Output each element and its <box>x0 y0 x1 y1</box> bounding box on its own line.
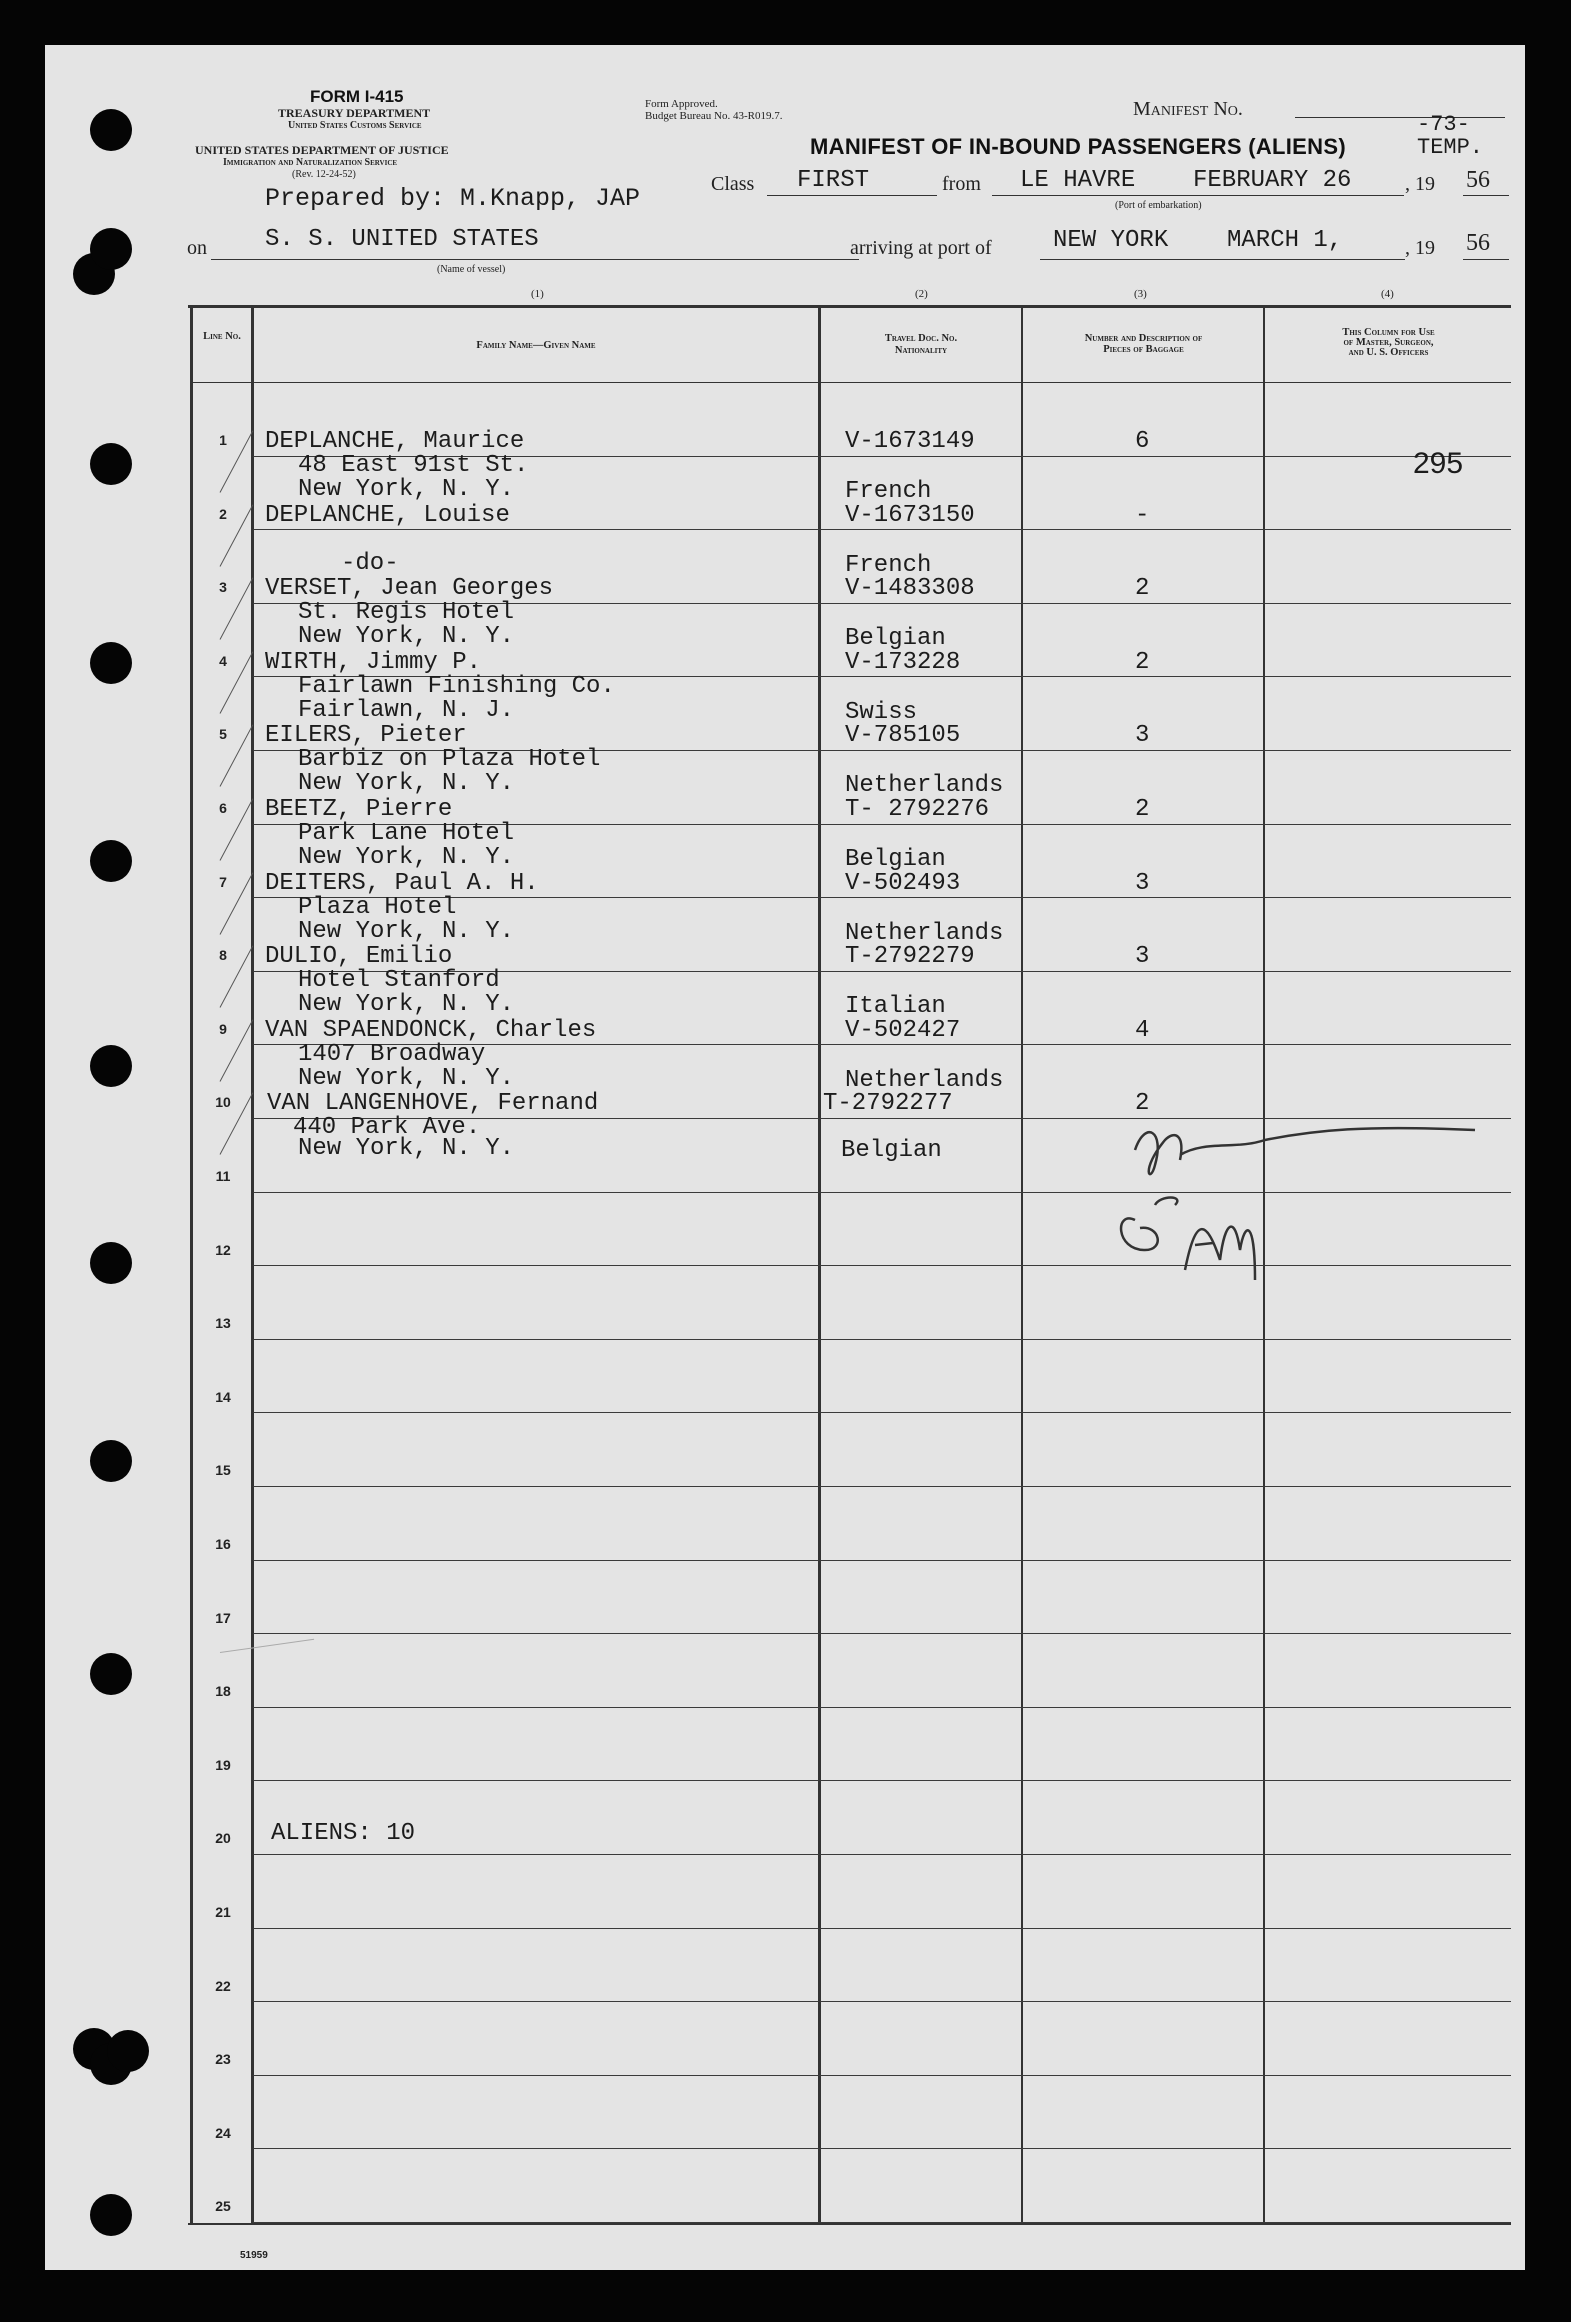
passenger-name: DEPLANCHE, Louise <box>265 502 510 529</box>
punch-hole <box>90 443 132 485</box>
line-number: 11 <box>215 1168 231 1184</box>
row-line <box>253 2075 1511 2076</box>
row-line <box>253 1412 1511 1413</box>
travel-doc-number: T-2792279 <box>845 943 975 970</box>
form-title: MANIFEST OF IN-BOUND PASSENGERS (ALIENS) <box>810 134 1346 159</box>
header-officers-2: of Master, Surgeon, <box>1343 337 1434 348</box>
header-line-no: Line No. <box>203 331 241 342</box>
row-line <box>253 1633 1511 1634</box>
row-line <box>253 1560 1511 1561</box>
nationality: Netherlands <box>845 772 1004 799</box>
line-number: 2 <box>219 506 227 522</box>
punch-hole <box>90 1653 132 1695</box>
col-divider-doc <box>1021 305 1023 2223</box>
travel-doc-number: V-502427 <box>845 1017 961 1044</box>
form-revision: (Rev. 12-24-52) <box>292 169 356 180</box>
form-approved: Form Approved. <box>645 98 718 110</box>
class-value: FIRST <box>797 167 870 194</box>
from-label: from <box>942 173 981 195</box>
nationality: Swiss <box>845 699 918 726</box>
dept-customs: United States Customs Service <box>288 120 422 131</box>
row-line <box>253 1854 1511 1855</box>
nationality: Belgian <box>845 846 946 873</box>
col1-number: (1) <box>531 288 544 300</box>
passenger-address-1: 1407 Broadway <box>298 1041 486 1068</box>
travel-doc-number: T- 2792276 <box>845 796 990 823</box>
line-number: 1 <box>219 432 227 448</box>
row-line <box>253 529 1511 530</box>
passenger-name: VAN LANGENHOVE, Fernand <box>267 1090 599 1117</box>
passenger-address-2: New York, N. Y. <box>298 1065 515 1092</box>
budget-bureau: Budget Bureau No. 43-R019.7. <box>645 110 783 122</box>
passenger-address-2: -do- <box>341 550 399 577</box>
passenger-address-1: St. Regis Hotel <box>298 599 515 626</box>
passenger-address-1: Fairlawn Finishing Co. <box>298 673 615 700</box>
from-date: FEBRUARY 26 <box>1193 167 1352 194</box>
nationality: Belgian <box>845 625 946 652</box>
row-line <box>253 1486 1511 1487</box>
passenger-address-2: New York, N. Y. <box>298 918 515 945</box>
line-number: 17 <box>215 1610 231 1626</box>
punch-hole <box>90 109 132 151</box>
line-number: 3 <box>219 579 227 595</box>
header-family-name: Family Name—Given Name <box>476 340 596 351</box>
handwritten-initials <box>1085 1110 1485 1350</box>
line-number: 15 <box>215 1462 231 1478</box>
col4-number: (4) <box>1381 288 1394 300</box>
travel-doc-number: V-1483308 <box>845 575 975 602</box>
aliens-total: ALIENS: 10 <box>271 1820 416 1847</box>
line-number: 9 <box>219 1021 227 1037</box>
table-top-border <box>188 305 1511 308</box>
line-number: 22 <box>215 1978 231 1994</box>
line-number: 20 <box>215 1830 231 1846</box>
passenger-address-2: New York, N. Y. <box>298 844 515 871</box>
vessel-name: S. S. UNITED STATES <box>265 226 539 253</box>
arriving-label: arriving at port of <box>850 237 992 259</box>
baggage-count: 6 <box>1135 428 1150 455</box>
passenger-address-1: Barbiz on Plaza Hotel <box>298 746 601 773</box>
passenger-name: DEPLANCHE, Maurice <box>265 428 525 455</box>
line-number: 13 <box>215 1315 231 1331</box>
col-divider-line-no <box>251 305 254 2223</box>
line-number: 4 <box>219 653 227 669</box>
line-number: 18 <box>215 1683 231 1699</box>
passenger-name: DEITERS, Paul A. H. <box>265 870 539 897</box>
arrival-year-prefix: , 19 <box>1405 237 1435 259</box>
header-travel-doc: Travel Doc. No. <box>884 333 958 344</box>
punch-hole <box>90 1045 132 1087</box>
arrival-port: NEW YORK <box>1053 227 1169 254</box>
baggage-count: 3 <box>1135 870 1150 897</box>
handwritten-time-text <box>1095 1235 1098 1236</box>
passenger-name: VERSET, Jean Georges <box>265 575 554 602</box>
nationality: Belgian <box>841 1137 942 1164</box>
punch-hole <box>90 2194 132 2236</box>
header-divider <box>190 382 1511 383</box>
line-number: 19 <box>215 1757 231 1773</box>
line-number: 25 <box>215 2198 231 2214</box>
passenger-address-1: Hotel Stanford <box>298 967 500 994</box>
manifest-sheet <box>45 45 1525 2270</box>
port-of-embarkation-caption: (Port of embarkation) <box>1115 200 1202 211</box>
punch-hole <box>90 228 132 270</box>
arrival-date: MARCH 1, <box>1227 227 1343 254</box>
travel-doc-number: V-1673150 <box>845 502 975 529</box>
passenger-address-2: New York, N. Y. <box>298 991 515 1018</box>
nationality: French <box>845 552 932 579</box>
header-officers-1: This Column for Use <box>1342 327 1435 338</box>
row-line <box>253 1780 1511 1781</box>
row-line <box>253 2001 1511 2002</box>
passenger-address-1: Park Lane Hotel <box>298 820 515 847</box>
row-line <box>253 2148 1511 2149</box>
line-number: 7 <box>219 874 227 890</box>
passenger-address-1: Plaza Hotel <box>298 894 457 921</box>
travel-doc-number: T-2792277 <box>823 1090 953 1117</box>
form-number: FORM I-415 <box>310 87 404 106</box>
punch-hole <box>90 1242 132 1284</box>
passenger-name: EILERS, Pieter <box>265 722 467 749</box>
header-baggage-2: Pieces of Baggage <box>1103 344 1184 355</box>
line-number: 5 <box>219 726 227 742</box>
nationality: Netherlands <box>845 1067 1004 1094</box>
row-line <box>253 1928 1511 1929</box>
prepared-by: Prepared by: M.Knapp, JAP <box>265 184 641 213</box>
nationality: French <box>845 478 932 505</box>
line-number: 10 <box>215 1094 231 1110</box>
row-line <box>253 1707 1511 1708</box>
manifest-no-value: -73- <box>1417 112 1470 137</box>
line-number: 8 <box>219 947 227 963</box>
travel-doc-number: V-785105 <box>845 722 961 749</box>
baggage-count: 3 <box>1135 943 1150 970</box>
manifest-no-temp: TEMP. <box>1417 135 1484 160</box>
vessel-caption: (Name of vessel) <box>437 264 506 275</box>
dept-treasury: TREASURY DEPARTMENT <box>278 106 431 120</box>
travel-doc-number: V-502493 <box>845 870 961 897</box>
col3-number: (3) <box>1134 288 1147 300</box>
dept-justice: UNITED STATES DEPARTMENT OF JUSTICE <box>195 143 449 157</box>
header-baggage-1: Number and Description of <box>1084 333 1203 344</box>
line-number: 12 <box>215 1242 231 1258</box>
col2-number: (2) <box>915 288 928 300</box>
baggage-count: 2 <box>1135 796 1150 823</box>
passenger-address-2: New York, N. Y. <box>298 623 515 650</box>
on-label: on <box>187 237 207 259</box>
passenger-address-2: Fairlawn, N. J. <box>298 697 515 724</box>
handwritten-initials-text <box>1095 1131 1097 1132</box>
passenger-name: BEETZ, Pierre <box>265 796 453 823</box>
punch-hole <box>90 642 132 684</box>
line-number: 24 <box>215 2125 231 2141</box>
travel-doc-number: V-1673149 <box>845 428 975 455</box>
baggage-count: 3 <box>1135 722 1150 749</box>
punch-hole <box>107 2030 149 2072</box>
baggage-count: - <box>1135 502 1150 529</box>
table-bottom-border <box>188 2223 1511 2225</box>
from-year: 56 <box>1466 167 1490 193</box>
baggage-count: 4 <box>1135 1017 1150 1044</box>
from-port: LE HAVRE <box>1020 167 1136 194</box>
passenger-address-1: 48 East 91st St. <box>298 452 529 479</box>
line-number: 21 <box>215 1904 231 1920</box>
passenger-name: DULIO, Emilio <box>265 943 453 970</box>
passenger-address-1: 440 Park Ave. <box>293 1114 481 1141</box>
row-line <box>253 2222 1511 2223</box>
header-nationality: Nationality <box>894 345 948 356</box>
dept-ins: Immigration and Naturalization Service <box>223 157 398 168</box>
baggage-count: 2 <box>1135 575 1150 602</box>
line-number: 6 <box>219 800 227 816</box>
punch-hole <box>90 1440 132 1482</box>
travel-doc-number: V-173228 <box>845 649 961 676</box>
passenger-address-2: New York, N. Y. <box>298 476 515 503</box>
nationality: Netherlands <box>845 920 1004 947</box>
officer-note: 295 <box>1413 447 1464 480</box>
manifest-no-label: Manifest No. <box>1133 98 1243 120</box>
passenger-address-2: New York, N. Y. <box>298 1135 515 1162</box>
passenger-address-2: New York, N. Y. <box>298 770 515 797</box>
punch-hole <box>90 840 132 882</box>
handwritten-time-super <box>1095 1215 1096 1216</box>
table-left-border <box>190 305 193 2223</box>
col-divider-name <box>818 305 821 2223</box>
baggage-count: 2 <box>1135 649 1150 676</box>
baggage-count: 2 <box>1135 1090 1150 1117</box>
footer-code: 51959 <box>240 2250 268 2261</box>
header-officers-3: and U. S. Officers <box>1348 347 1429 358</box>
line-number: 16 <box>215 1536 231 1552</box>
passenger-name: WIRTH, Jimmy P. <box>265 649 482 676</box>
nationality: Italian <box>845 993 946 1020</box>
class-label: Class <box>711 173 755 195</box>
line-number: 23 <box>215 2051 231 2067</box>
line-number: 14 <box>215 1389 231 1405</box>
from-year-prefix: , 19 <box>1405 173 1435 195</box>
passenger-name: VAN SPAENDONCK, Charles <box>265 1017 597 1044</box>
arrival-year: 56 <box>1466 230 1490 256</box>
